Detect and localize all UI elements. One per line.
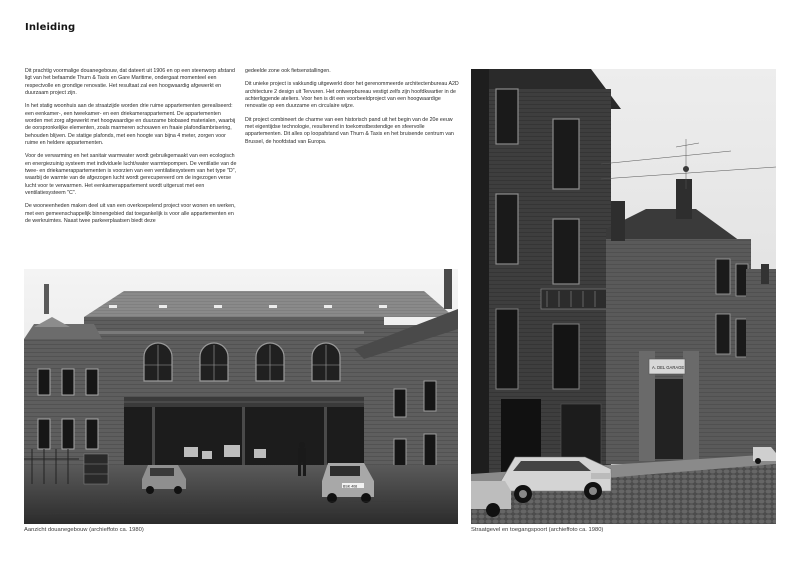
page-title: Inleiding	[25, 22, 76, 33]
street-facade-photo	[471, 69, 776, 524]
paragraph: gedeelde zone ook fietsenstallingen.	[245, 68, 331, 74]
customs-building-photo	[24, 269, 458, 524]
text-column-middle	[245, 68, 459, 152]
paragraph: De wooneenheden maken deel uit van een overkoepelend project voor wonen en werken, met een gemeenschappelijk binnengebied dat toegankelijk is voor alle appartementen en de werkruimtes. Naast twee parkeerplaatsen biedt deze	[25, 203, 236, 224]
photo-caption-right: Straatgevel en toegangspoort (archieffoto ca. 1980)	[471, 527, 604, 533]
paragraph: Dit prachtig voormalige douanegebouw, dat dateert uit 1906 en op een steenworp afstand ligt van het befaamde Thurn & Taxis en Gare Maritime, ondergaat momenteel een respectvolle en grondige renovatie. Het resultaat zal een hoogwaardig afgewerkt en duurzaam project zijn.	[25, 68, 235, 96]
paragraph: Voor de verwarming en het sanitair warmwater wordt gebruikgemaakt van een ecologisch en energiezuinig systeem met individuele lucht/water warmtepompen. De ventilatie van de twee- en driekamerappartementen is voorzien van een ventilatiesysteem van het type "D", waarbij de warmte van de afgezogen lucht wordt gerecupereerd om de ingezogen verse lucht voor te verwarmen. Het eenkamerappartement wordt uitgerust met een ventilatiesysteem "C".	[25, 153, 237, 196]
license-plate: BSK 408	[343, 484, 358, 489]
photo-caption-left: Aanzicht douanegebouw (archieffoto ca. 1980)	[24, 527, 144, 533]
gate-sign: A. DEL GARAGE	[652, 365, 685, 370]
paragraph: In het statig woonhuis aan de straatzijde worden drie ruime appartementen gerealiseerd: een eenkamer-, een tweekamer- en een driekamerappartement. De appartementen worden met zorg afgewerkt met hoogwaardige en duurzame biobased materialen, waarbij de oorspronkelijke elementen, zoals marmeren schouwen en fraaie plafondlambrisering, behouden blijven. De statige plafonds, met een hoogte van bijna 4 meter, zorgen voor ruime en heldere appartementen.	[25, 103, 236, 146]
paragraph: Dit unieke project is vakkundig uitgewerkt door het gerenommeerde architectenbureau A2D architecture 2 design uit Tervuren. Het ontwerpbureau vestigt zelfs zijn hoofdkwartier in de achterliggende ateliers. Voor hen is dit een voorbeeldproject van een hoogwaardige renovatie op een duurzame en circulaire wijze.	[245, 81, 459, 110]
text-column-left	[25, 68, 237, 231]
paragraph: Dit project combineert de charme van een historisch pand uit het begin van de 20e eeuw met eigentijdse technologie, resulterend in toekomstbestendige en sfeervolle appartementen. Dit alles op loopafstand van Thurn & Taxis en het bruisende centrum van Brussel, de hoofdstad van Europa.	[245, 116, 454, 145]
